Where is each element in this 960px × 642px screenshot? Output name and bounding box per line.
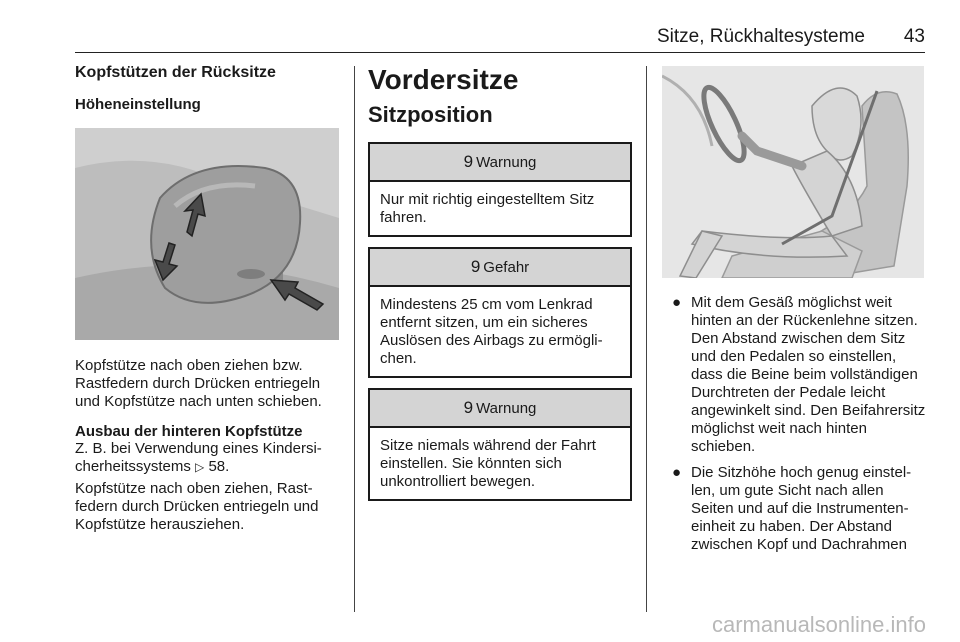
removal-context-text: Z. B. bei Verwendung eines Kindersi‐cherheitssystems [75, 440, 322, 475]
warning-header [370, 144, 630, 182]
list-item [662, 294, 926, 456]
subheading-removal: Ausbau der hinteren Kopfstütze [75, 423, 303, 440]
subsection-seat-position: Sitzposition [368, 102, 493, 127]
header-divider [75, 52, 925, 53]
column-divider-left [354, 66, 355, 612]
page-reference[interactable]: 58. [204, 458, 230, 475]
headrest-adjustment-illustration [75, 128, 339, 340]
seat-position-guidelines [662, 294, 926, 554]
subheading-height-adjustment: Höheneinstellung [75, 96, 201, 113]
list-item-text: Mit dem Gesäß möglichst weit hinten an der Rückenlehne sitzen. Den Abstand zwischen dem Sitz und den Pedalen so einstellen, dass die Beine beim vollständigen Durchtreten der Pedale leicht angewinkelt sind. Den Beifahrersitz möglichst weit nach hinten schieben. [691, 294, 926, 455]
list-item-text: Die Sitzhöhe hoch genug einstel‐len, um gute Sicht nach allen Seiten und auf die Instrumenten‐einheit zu haben. Der Abstand zwischen Kopf und Dachrahmen [691, 464, 912, 553]
page-number: 43 [903, 26, 925, 47]
warning-label: Warnung [476, 153, 537, 171]
chapter-title: Sitze, Rückhaltesysteme [656, 26, 865, 47]
page-header [75, 22, 925, 52]
bullet-icon: ● [672, 294, 682, 311]
page-reference-icon[interactable]: ▷ [195, 460, 205, 474]
warning-box-2 [368, 388, 632, 501]
warning-label-2: Warnung [476, 399, 537, 417]
instruction-remove: Kopfstütze nach oben ziehen, Rast‐federn durch Drücken entriegeln und Kopfstütze herausziehen. [75, 480, 319, 533]
warning-icon-2: 9 [463, 398, 474, 417]
warning-text: Nur mit richtig eingestelltem Sitz fahren. [380, 191, 595, 226]
watermark: carmanualsonline.info [711, 612, 926, 637]
column-divider-right [646, 66, 647, 612]
danger-box [368, 247, 632, 378]
warning-icon: 9 [463, 152, 474, 171]
bullet-icon: ● [672, 464, 682, 481]
list-item [662, 464, 926, 554]
danger-icon: 9 [470, 257, 481, 276]
driver-seat-position-illustration [662, 66, 924, 278]
right-column [662, 64, 926, 562]
instruction-removal-context [75, 440, 343, 476]
instruction-adjust: Kopfstütze nach oben ziehen bzw. Rastfedern durch Drücken entriegeln und Kopfstütze nach unten schieben. [75, 357, 322, 410]
warning-text-2: Sitze niemals während der Fahrt einstellen. Sie könnten sich unkontrolliert bewegen. [380, 437, 596, 490]
danger-label: Gefahr [483, 258, 530, 276]
section-heading-rear-headrests: Kopfstützen der Rücksitze [75, 64, 276, 81]
left-column [75, 64, 343, 534]
warning-box [368, 142, 632, 237]
danger-header [370, 249, 630, 287]
danger-text: Mindestens 25 cm vom Lenkrad entfernt sitzen, um ein sicheres Auslösen des Airbags zu ermögli‐chen. [380, 296, 603, 367]
section-title-front-seats: Vordersitze [368, 64, 519, 95]
middle-column [368, 64, 632, 511]
warning-header-2 [370, 390, 630, 428]
